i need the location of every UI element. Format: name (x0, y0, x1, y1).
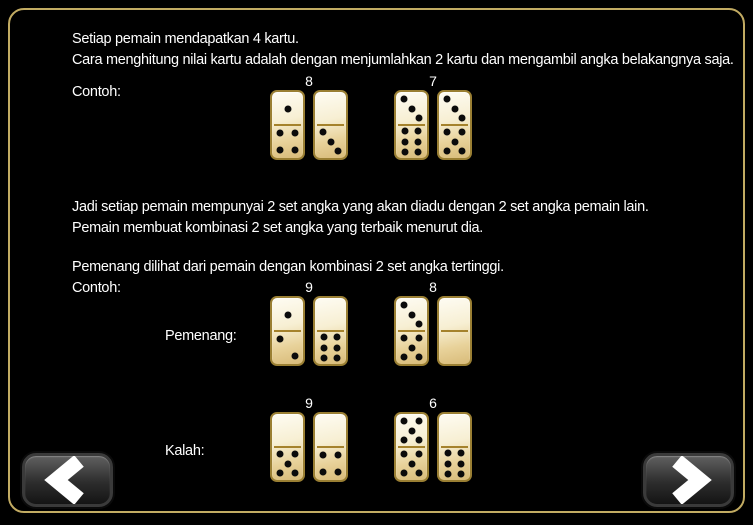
domino-divider (398, 446, 425, 448)
domino-pip (321, 333, 328, 340)
pair-value-label: 9 (305, 279, 313, 295)
domino-pip (402, 127, 409, 134)
winner-intro-line: Pemenang dilihat dari pemain dengan kombinasi 2 set angka tertinggi. (72, 259, 504, 275)
prev-page-button[interactable] (22, 453, 113, 507)
domino-pip (401, 451, 408, 458)
domino-pip (401, 418, 408, 425)
domino-pip (291, 130, 298, 137)
middle-line-2: Pemain membuat kombinasi 2 set angka yang terbaik menurut dia. (72, 219, 483, 236)
domino-pair (394, 280, 472, 366)
domino-pip (408, 460, 415, 467)
domino-card (437, 412, 472, 482)
domino-pair (270, 74, 348, 160)
domino-pip (445, 449, 452, 456)
domino-pip (284, 105, 291, 112)
pair-value-label: 9 (305, 395, 313, 411)
middle-paragraph (72, 197, 649, 238)
domino-pip (320, 452, 327, 459)
example-label: Contoh: (72, 84, 121, 100)
domino-pip (457, 471, 464, 478)
domino-pip (415, 436, 422, 443)
domino-pip (443, 95, 450, 102)
domino-pair (394, 396, 472, 482)
domino-pip (402, 138, 409, 145)
domino-pip (291, 353, 298, 360)
middle-line-1: Jadi setiap pemain mempunyai 2 set angka yang akan diadu dengan 2 set angka pemain lain. (72, 199, 649, 215)
domino-pip (445, 460, 452, 467)
domino-pip (444, 147, 451, 154)
domino-pip (402, 149, 409, 156)
domino-pip (277, 335, 284, 342)
domino-pip (284, 311, 291, 318)
domino-card (270, 90, 305, 160)
intro-paragraph (72, 29, 734, 70)
chevron-right-icon (646, 456, 731, 504)
intro-line-1: Setiap pemain mendapatkan 4 kartu. (72, 31, 299, 47)
domino-pip (401, 335, 408, 342)
domino-pip (277, 451, 284, 458)
domino-divider (398, 330, 425, 332)
domino-pip (277, 130, 284, 137)
domino-card (270, 296, 305, 366)
domino-divider (441, 330, 468, 332)
domino-pip (451, 105, 458, 112)
domino-card (394, 296, 429, 366)
domino-pair (270, 280, 348, 366)
domino-pip (416, 115, 423, 122)
domino-pip (415, 451, 422, 458)
domino-pip (444, 129, 451, 136)
domino-pip (321, 344, 328, 351)
domino-divider (317, 330, 344, 332)
domino-pip (458, 129, 465, 136)
domino-pip (335, 148, 342, 155)
domino-pip (414, 138, 421, 145)
loser-domino-row (270, 396, 472, 482)
domino-pip (416, 321, 423, 328)
domino-pip (319, 128, 326, 135)
domino-pip (401, 353, 408, 360)
domino-pip (401, 436, 408, 443)
domino-card (394, 90, 429, 160)
pair-value-label: 8 (429, 279, 437, 295)
domino-pip (333, 355, 340, 362)
domino-pip (291, 451, 298, 458)
domino-card (313, 296, 348, 366)
domino-pair (394, 74, 472, 160)
winner-label: Pemenang: (165, 328, 237, 344)
domino-card (313, 412, 348, 482)
domino-pip (321, 355, 328, 362)
domino-pip (327, 138, 334, 145)
domino-pip (415, 353, 422, 360)
domino-pip (415, 335, 422, 342)
domino-pip (459, 115, 466, 122)
domino-pip (414, 149, 421, 156)
pair-value-label: 8 (305, 73, 313, 89)
domino-card (270, 412, 305, 482)
domino-pip (334, 452, 341, 459)
domino-pip (400, 301, 407, 308)
domino-pip (451, 138, 458, 145)
example2-label: Contoh: (72, 279, 121, 296)
domino-pip (408, 427, 415, 434)
domino-divider (274, 446, 301, 448)
next-page-button[interactable] (643, 453, 734, 507)
domino-pip (414, 127, 421, 134)
domino-card (437, 296, 472, 366)
domino-pip (408, 311, 415, 318)
domino-pip (277, 146, 284, 153)
domino-pip (400, 95, 407, 102)
domino-divider (398, 124, 425, 126)
domino-pip (401, 469, 408, 476)
domino-card (394, 412, 429, 482)
domino-pip (457, 449, 464, 456)
domino-divider (274, 124, 301, 126)
domino-pair (270, 396, 348, 482)
domino-divider (317, 446, 344, 448)
domino-divider (317, 124, 344, 126)
domino-divider (274, 330, 301, 332)
example-domino-row (270, 74, 472, 160)
domino-pip (415, 469, 422, 476)
domino-divider (441, 124, 468, 126)
pair-value-label: 7 (429, 73, 437, 89)
domino-pip (333, 344, 340, 351)
domino-card (437, 90, 472, 160)
domino-card (313, 90, 348, 160)
pair-value-label: 6 (429, 395, 437, 411)
domino-pip (291, 146, 298, 153)
chevron-left-icon (25, 456, 110, 504)
domino-pip (284, 460, 291, 467)
loser-label: Kalah: (165, 443, 205, 459)
domino-pip (408, 344, 415, 351)
domino-pip (334, 468, 341, 475)
domino-pip (458, 147, 465, 154)
winner-domino-row (270, 280, 472, 366)
domino-pip (291, 469, 298, 476)
domino-pip (457, 460, 464, 467)
domino-pip (333, 333, 340, 340)
domino-divider (441, 446, 468, 448)
domino-pip (320, 468, 327, 475)
domino-pip (415, 418, 422, 425)
intro-line-2: Cara menghitung nilai kartu adalah dengan menjumlahkan 2 kartu dan mengambil angka belakangnya saja. (72, 51, 734, 68)
domino-pip (408, 105, 415, 112)
domino-pip (277, 469, 284, 476)
domino-pip (445, 471, 452, 478)
